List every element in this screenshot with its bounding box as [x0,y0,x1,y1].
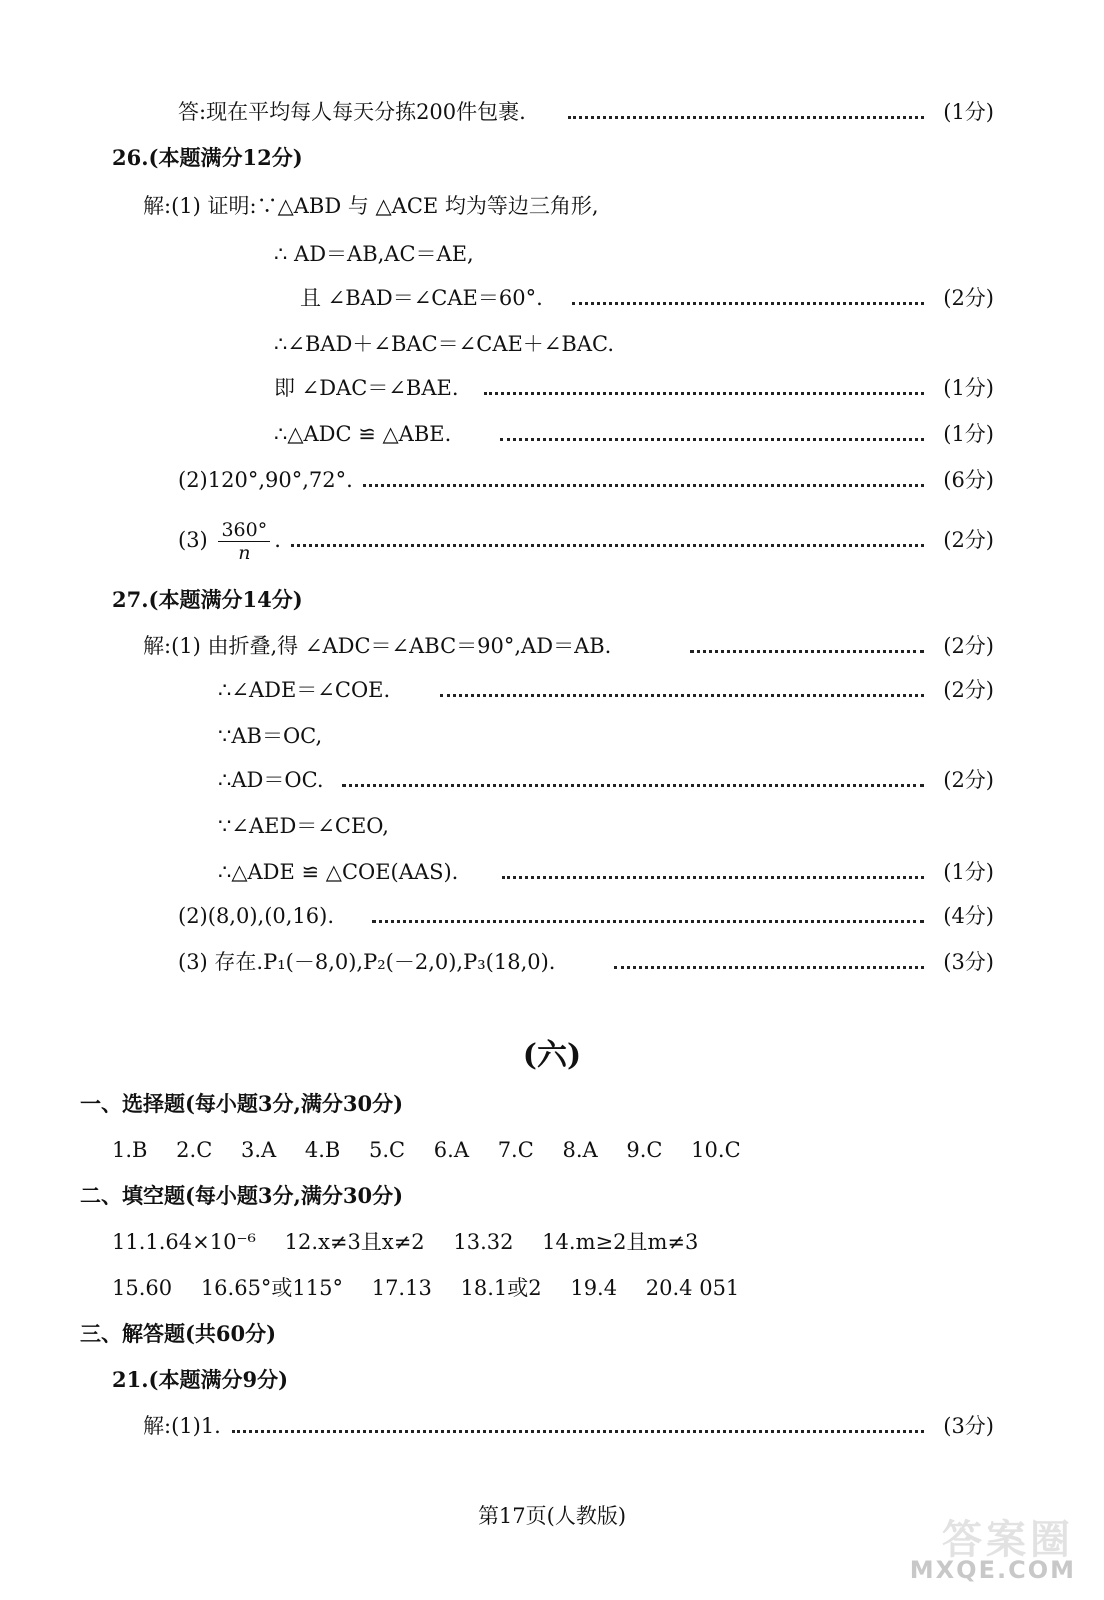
solution-text: 解:(1) 证明:∵△ABD 与 △ACE 均为等边三角形, [143,194,599,218]
watermark-text: 答案圈 [942,1517,1074,1563]
points: (2分) [943,286,994,310]
q21-heading: 21.(本题满分9分) [112,1367,289,1392]
points: (1分) [943,376,994,400]
fill-answer: 11.1.64×10⁻⁶ [112,1230,256,1254]
watermark-logo [894,1508,1084,1588]
leader-dots [572,302,924,305]
leader-dots [484,392,924,395]
leader-dots [500,438,924,441]
part1-heading: 一、选择题(每小题3分,满分30分) [80,1091,404,1116]
points: (2分) [943,528,994,552]
solution-line [0,718,1104,754]
solution-line [0,280,1104,316]
solution-text: 解:(1) 由折叠,得 ∠ADC＝∠ABC＝90°,AD＝AB. [143,634,612,658]
points: (1分) [943,422,994,446]
fill-answers [112,1270,761,1306]
fill-answer: 19.4 [570,1276,618,1300]
solution-text: ∴△ADE ≌ △COE(AAS). [218,860,459,884]
choice-answer: 10.C [691,1138,741,1162]
watermark-url: MXQE.COM [909,1556,1076,1584]
part3-heading: 三、解答题(共60分) [80,1321,277,1346]
part-heading [0,1316,1104,1352]
points: (2分) [943,678,994,702]
solution-text: (3) 存在.P₁(－8,0),P₂(－2,0),P₃(18,0). [178,950,556,974]
solution-line [0,628,1104,664]
solution-line [0,944,1104,980]
solution-line [0,898,1104,934]
fill-answer: 14.m≥2且m≠3 [542,1230,699,1254]
solution-line [0,1408,1104,1444]
leader-dots [568,116,924,119]
solution-text: 解:(1)1. [143,1414,221,1438]
fill-answer: 18.1或2 [460,1276,542,1300]
part-heading [0,1086,1104,1122]
leader-dots [502,876,924,879]
answer-row [0,1270,1104,1306]
solution-line [0,370,1104,406]
solution-text: ∴ AD＝AB,AC＝AE, [274,242,474,266]
solution-text: ∵AB＝OC, [218,724,323,748]
solution-line [0,416,1104,452]
question-heading [0,582,1104,618]
fill-answers [112,1224,720,1260]
choice-answer: 7.C [497,1138,534,1162]
solution-line [0,762,1104,798]
answer-row [0,1132,1104,1168]
fraction [218,519,270,564]
question-heading [0,140,1104,176]
fill-answer: 16.65°或115° [200,1276,344,1300]
leader-dots [291,544,924,547]
choice-answer: 6.A [433,1138,469,1162]
points: (2分) [943,768,994,792]
points: (4分) [943,904,994,928]
choice-answer: 3.A [240,1138,277,1162]
part2-heading: 二、填空题(每小题3分,满分30分) [80,1183,404,1208]
solution-line [0,854,1104,890]
question-heading [0,1362,1104,1398]
points: (3分) [943,950,994,974]
fraction-numerator: 360° [218,519,270,542]
choice-answer: 4.B [304,1138,341,1162]
solution-text: ∴∠BAD＋∠BAC＝∠CAE＋∠BAC. [274,332,614,356]
leader-dots [342,784,924,787]
solution-text: 且 ∠BAD＝∠CAE＝60°. [300,286,543,310]
solution-text: (2)(8,0),(0,16). [178,904,335,928]
q26-heading: 26.(本题满分12分) [112,145,303,170]
fraction-denominator: n [238,542,251,564]
page-footer: 第17页(人教版) [477,1504,627,1528]
solution-line [0,188,1104,224]
solution-text: ∴△ADC ≌ △ABE. [274,422,452,446]
solution-text: ∴AD＝OC. [218,768,324,792]
answer-row [0,1224,1104,1260]
leader-dots [372,920,924,923]
solution-line [0,672,1104,708]
fill-answer: 17.13 [371,1276,432,1300]
fill-answer: 12.x≠3且x≠2 [284,1230,425,1254]
section-title: (六) [522,1038,582,1073]
fraction-answer [178,518,281,564]
choice-answer: 9.C [626,1138,663,1162]
leader-dots [440,694,924,697]
leader-dots [690,650,924,653]
choice-answer: 2.C [176,1138,213,1162]
points: (6分) [943,468,994,492]
solution-text: 即 ∠DAC＝∠BAE. [274,376,459,400]
solution-text: ∵∠AED＝∠CEO, [218,814,389,838]
points: (3分) [943,1414,994,1438]
fill-answer: 15.60 [112,1276,173,1300]
solution-line [0,518,1104,562]
choice-answer: 1.B [112,1138,148,1162]
part-heading [0,1178,1104,1214]
leader-dots [232,1430,924,1433]
choice-answers [112,1132,763,1168]
solution-line [0,236,1104,272]
solution-line [0,808,1104,844]
answer-text: 答:现在平均每人每天分拣200件包裹. [178,100,526,124]
fill-answer: 20.4 051 [645,1276,740,1300]
answer-suffix: . [274,528,281,552]
fill-answer: 13.32 [453,1230,514,1254]
solution-text: ∴∠ADE＝∠COE. [218,678,391,702]
points: (1分) [943,860,994,884]
solution-line [0,462,1104,498]
answer-prefix: (3) [178,528,208,552]
choice-answer: 5.C [369,1138,406,1162]
solution-line [0,326,1104,362]
leader-dots [614,966,924,969]
solution-text: (2)120°,90°,72°. [178,468,353,492]
q27-heading: 27.(本题满分14分) [112,587,303,612]
leader-dots [363,484,924,487]
points: (1分) [943,100,994,124]
points: (2分) [943,634,994,658]
answer-line [0,94,1104,130]
choice-answer: 8.A [562,1138,598,1162]
